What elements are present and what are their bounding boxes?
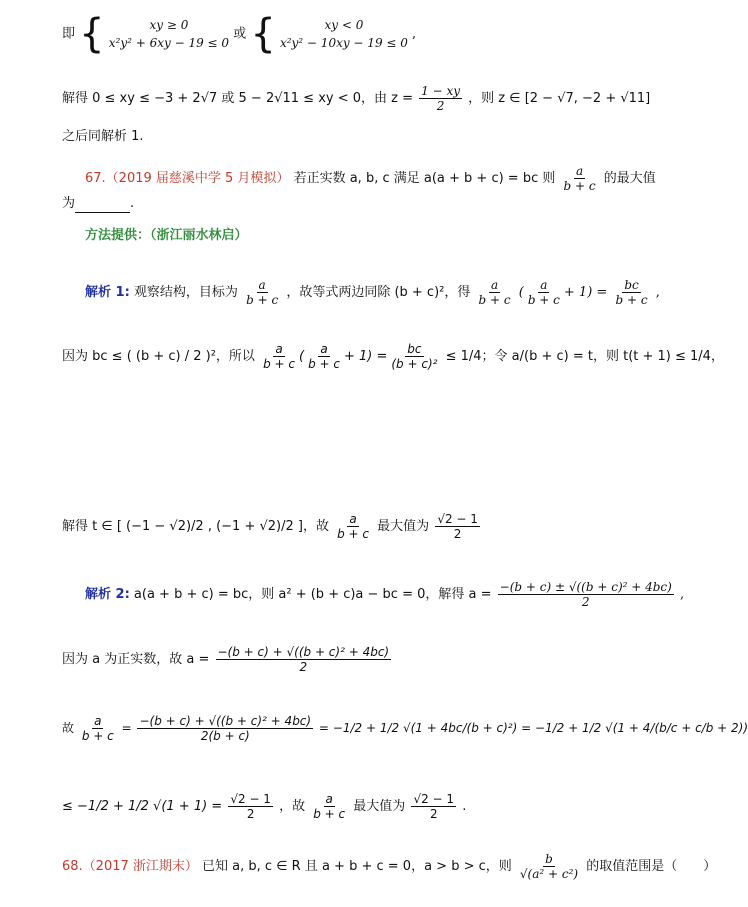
- sol1-line2: 因为 bc ≤ ( (b + c) / 2 )²，所以 $\frac{a}{b + c}$ ( $\frac{a}{b + c}$ + 1) = $\frac{bc}{\text{(b + c)²}}$ ≤ 1/4；令 a/(b + c) = t，则 t(t + 1) ≤ 1/4，: [62, 342, 724, 371]
- case-line: 即 { xy ≥ 0 x²y² + 6xy − 19 ≤ 0 或 { xy < 0 x²y² − 10xy − 19 ≤ 0 ,: [62, 11, 417, 57]
- positive-root-fraction: $\frac{\text{−(b + c) + √((b + c)² + 4bc)}}{2}$: [217, 645, 390, 674]
- ratio-fraction: $\frac{\text{−(b + c) + √((b + c)² + 4bc)}}{2(b + c)}$: [139, 714, 312, 743]
- problem-68-label: 68.（2017 浙江期末）: [62, 859, 198, 874]
- method-label: 方法提供：（浙江丽水林启）: [85, 228, 248, 243]
- problem-67-text: 若正实数 a, b, c 满足 a(a + b + c) = bc 则: [293, 171, 556, 186]
- sol2-label: 解析 2:: [85, 587, 130, 602]
- left-brace-icon: {: [250, 11, 276, 57]
- problem-67-text-2: 的最大值: [603, 171, 656, 186]
- sol2-line3: 故 $\frac{a}{b + c}$ = $\frac{\text{−(b + c) + √((b + c)² + 4bc)}}{2(b + c)}$ = −1/2 + 1/2 √(1 + 4bc/(b + c)²) = −1/2 + 1/2 √(1 + 4/(b/c + c/b + 2)): [62, 714, 748, 743]
- target-fraction: $\frac{a}{b + c}$: [246, 278, 279, 307]
- problem-68-fraction: $\frac{b}{\text{√(a² + c²)}}$: [519, 852, 579, 881]
- problem-68: 68.（2017 浙江期末） 已知 a, b, c ∈ R 且 a + b + c = 0，a > b > c，则 $\frac{b}{\text{√(a² + c²)}}$ 的取值范围是（ ）: [62, 852, 717, 881]
- system-1-b: x²y² + 6xy − 19 ≤ 0: [108, 36, 230, 50]
- max-value-fraction-2: $\frac{√2 - 1}{2}$: [413, 792, 455, 821]
- root-fraction: $\frac{\text{−(b + c) ± √((b + c)² + 4bc)}}{2}$: [499, 580, 672, 609]
- system-1: [109, 16, 229, 52]
- or-text: 或: [233, 26, 247, 42]
- sol2-line4: ≤ −1/2 + 1/2 √(1 + 1) = $\frac{√2 - 1}{2}$ ，故 $\frac{a}{b + c}$ 最大值为 $\frac{√2 - 1}{2}$ .: [62, 792, 467, 821]
- system-2-b: x²y² − 10xy − 19 ≤ 0: [279, 36, 408, 50]
- rhs-fraction: $\frac{bc}{b + c}$: [615, 278, 648, 307]
- z-fraction: $\frac{1 - xy}{2}$: [421, 84, 461, 113]
- answer-blank[interactable]: [75, 200, 130, 213]
- solve-text: 解得 0 ≤ xy ≤ −3 + 2√7 或 5 − 2√11 ≤ xy < 0，由 z =: [62, 91, 413, 106]
- max-value-fraction: $\frac{√2 - 1}{2}$: [437, 512, 478, 541]
- left-brace-icon: {: [79, 11, 105, 57]
- sol2-line1: 解析 2: a(a + b + c) = bc，则 a² + (b + c)a − bc = 0，解得 a = $\frac{\text{−(b + c) ± √((b + c)² + 4bc)}}{2}$ ,: [85, 580, 685, 609]
- system-1-a: xy ≥ 0: [149, 18, 189, 32]
- after-line: 之后同解析 1.: [62, 129, 144, 144]
- lhs-fraction: $\frac{a}{b + c}$: [478, 278, 511, 307]
- case-prefix: 即: [62, 26, 76, 42]
- sol1-line1: 解析 1: 观察结构，目标为 $\frac{a}{b + c}$ ，故等式两边同除 (b + c)²，得 $\frac{a}{b + c}$ ( $\frac{a}{b + c}$ + 1) = $\frac{bc}{b + c}$ ,: [85, 278, 660, 307]
- sol1-line3: 解得 t ∈ [ (−1 − √2)/2 , (−1 + √2)/2 ]，故 $\frac{a}{b + c}$ 最大值为 $\frac{√2 - 1}{2}$: [62, 512, 478, 541]
- solve-line: [62, 84, 650, 113]
- system-2-a: xy < 0: [324, 18, 364, 32]
- z-range: ，则 z ∈ [2 − √7, −2 + √11]: [468, 91, 651, 106]
- problem-67-answer-line: 为 .: [62, 196, 135, 211]
- problem-67: [85, 164, 656, 193]
- problem-67-fraction: $\frac{a}{b + c}$: [563, 164, 596, 193]
- sol2-line2: 因为 a 为正实数，故 a = $\frac{\text{−(b + c) + √((b + c)² + 4bc)}}{2}$: [62, 645, 390, 674]
- sol1-label: 解析 1:: [85, 285, 130, 300]
- system-2: [280, 16, 408, 52]
- problem-67-label: 67.（2019 届慈溪中学 5 月模拟）: [85, 171, 290, 186]
